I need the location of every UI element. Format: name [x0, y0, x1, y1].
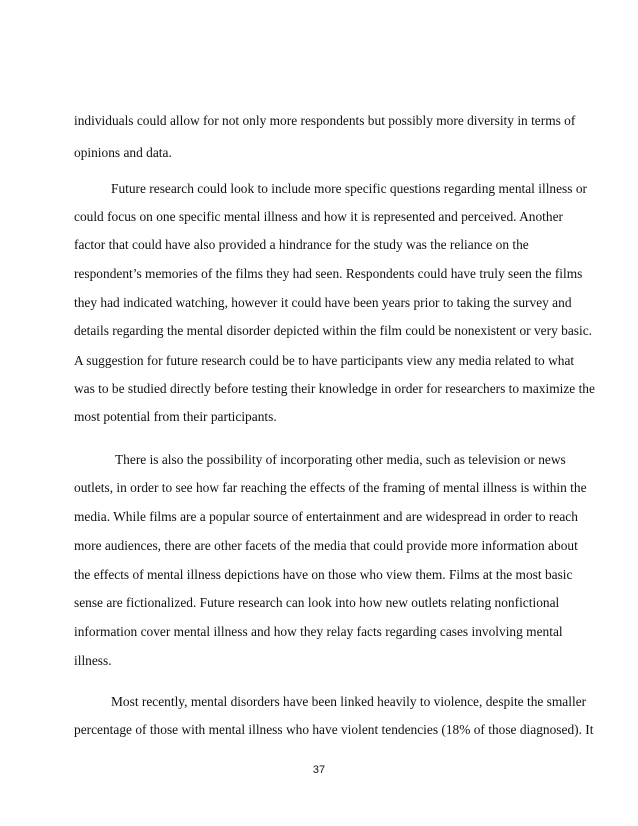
text-line: could focus on one specific mental illness and how it is represented and perceived. Another — [74, 209, 563, 224]
text-line: sense are fictionalized. Future research can look into how new outlets relating nonfictional — [74, 595, 560, 610]
text-line: factor that could have also provided a hindrance for the study was the reliance on the — [74, 237, 529, 252]
text-line: illness. — [74, 653, 112, 668]
text-line: information cover mental illness and how they relay facts regarding cases involving mental — [74, 624, 563, 639]
text-line: percentage of those with mental illness who have violent tendencies (18% of those diagnosed). It — [74, 722, 594, 737]
text-line: details regarding the mental disorder depicted within the film could be nonexistent or very basic. — [74, 323, 592, 338]
text-line: respondent’s memories of the films they had seen. Respondents could have truly seen the films — [74, 266, 583, 281]
text-line: A suggestion for future research could be to have participants view any media related to what — [74, 353, 575, 368]
paragraph-first-line: Future research could look to include more specific questions regarding mental illness or — [111, 181, 587, 196]
text-line: they had indicated watching, however it could have been years prior to taking the survey and — [74, 295, 572, 310]
text-line: more audiences, there are other facets of the media that could provide more information about — [74, 538, 578, 553]
paragraph-first-line: Most recently, mental disorders have been linked heavily to violence, despite the smaller — [111, 694, 587, 709]
text-line: individuals could allow for not only more respondents but possibly more diversity in terms of — [74, 113, 576, 128]
text-line: the effects of mental illness depictions have on those who view them. Films at the most basic — [74, 567, 573, 582]
text-line: was to be studied directly before testing their knowledge in order for researchers to maximize the — [74, 381, 595, 396]
paragraph-first-line: There is also the possibility of incorporating other media, such as television or news — [115, 452, 566, 467]
text-line: outlets, in order to see how far reaching the effects of the framing of mental illness is within the — [74, 480, 587, 495]
text-line: opinions and data. — [74, 145, 172, 160]
page-number: 37 — [312, 764, 326, 776]
text-line: media. While films are a popular source of entertainment and are widespread in order to reach — [74, 509, 578, 524]
text-line: most potential from their participants. — [74, 409, 277, 424]
